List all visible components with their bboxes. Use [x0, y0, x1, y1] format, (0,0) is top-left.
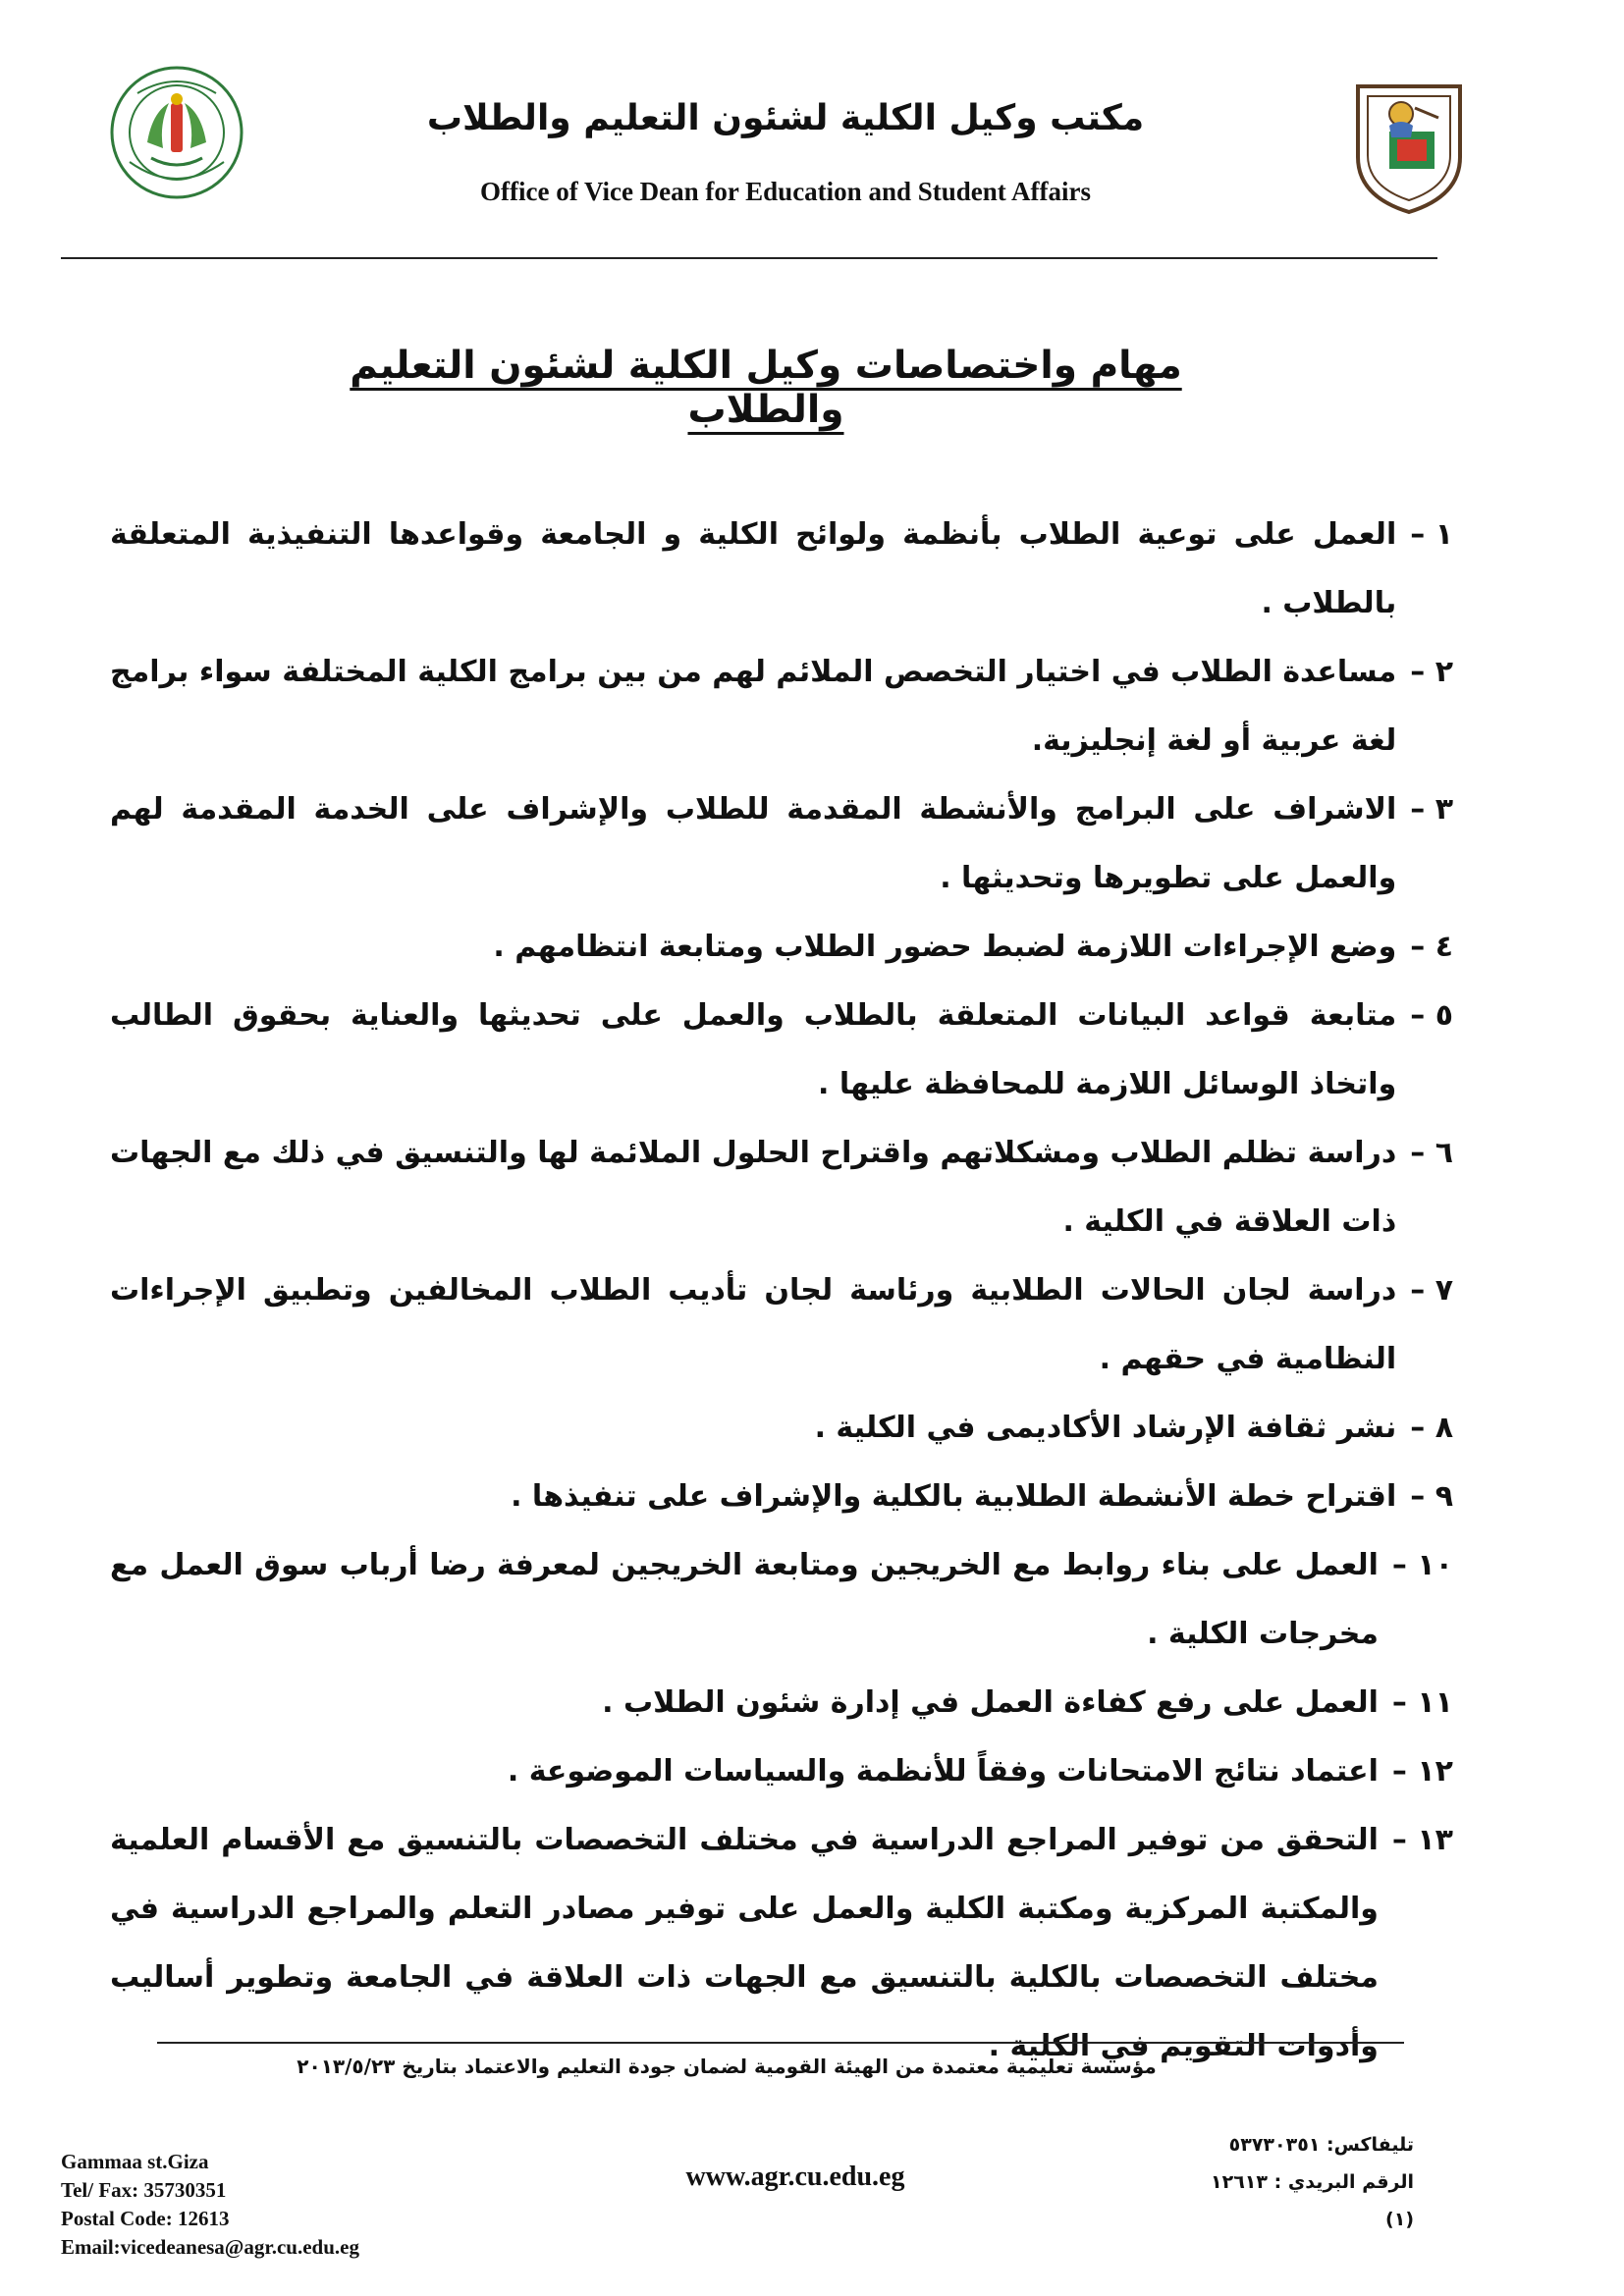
postal-code: Postal Code: 12613 [61, 2207, 230, 2230]
item-number: ١٠ – [1391, 1548, 1453, 1582]
list-item [110, 1256, 1453, 1394]
faculty-seal-logo [108, 64, 245, 201]
website-link: www.agr.cu.edu.eg [685, 2162, 905, 2192]
item-number: ٤ – [1410, 930, 1453, 964]
item-text: وضع الإجراءات اللازمة لضبط حضور الطلاب ومتابعة انتظامهم . [493, 930, 1397, 964]
list-item [110, 913, 1453, 982]
list-item [110, 1531, 1453, 1669]
item-text: نشر ثقافة الإرشاد الأكاديمى في الكلية . [814, 1411, 1397, 1445]
item-text: التحقق من توفير المراجع الدراسية في مختلف التخصصات بالتنسيق مع الأقسام العلمية والمكتبة المركزية ومكتبة الكلية والعمل على توفير مصادر التعلم والمراجع الدراسية في مختلف التخصصات بالكلية بالتنسيق مع الجهات ذات العلاقة في الجامعة وتطوير أساليب وأدوات التقويم في الكلية . [110, 1823, 1379, 2063]
item-text: الاشراف على البرامج والأنشطة المقدمة للطلاب والإشراف على الخدمة المقدمة لهم والعمل على تطويرها وتحديثها . [110, 792, 1397, 895]
email: Email:vicedeanesa@agr.cu.edu.eg [61, 2235, 359, 2259]
list-item [110, 501, 1453, 638]
item-text: العمل على بناء روابط مع الخريجين ومتابعة الخريجين لمعرفة رضا أرباب سوق العمل مع مخرجات الكلية . [110, 1548, 1379, 1651]
list-item [110, 1119, 1453, 1256]
item-text: دراسة تظلم الطلاب ومشكلاتهم واقتراح الحلول الملائمة لها والتنسيق في ذلك مع الجهات ذات العلاقة في الكلية . [110, 1136, 1397, 1239]
item-text: مساعدة الطلاب في اختيار التخصص الملائم لهم من بين برامج الكلية المختلفة سواء برامج لغة عربية أو لغة إنجليزية. [110, 655, 1397, 758]
office-title-english: Office of Vice Dean for Education and Student Affairs [480, 177, 1091, 206]
contact-block-arabic [1119, 2126, 1414, 2238]
item-number: ٢ – [1410, 655, 1453, 689]
item-text: اقتراح خطة الأنشطة الطلابية بالكلية والإشراف على تنفيذها . [511, 1479, 1397, 1514]
list-item [110, 1669, 1453, 1737]
contact-block-english [61, 2148, 473, 2262]
list-item [110, 775, 1453, 913]
footer-divider [157, 2042, 1404, 2044]
address: Gammaa st.Giza [61, 2150, 209, 2173]
item-text: اعتماد نتائج الامتحانات وفقاً للأنظمة والسياسات الموضوعة . [507, 1754, 1379, 1789]
item-number: ١١ – [1391, 1685, 1453, 1720]
item-number: ٦ – [1410, 1136, 1453, 1170]
duties-list [110, 501, 1453, 2081]
list-item [110, 982, 1453, 1119]
cairo-university-logo [1350, 69, 1468, 216]
item-text: متابعة قواعد البيانات المتعلقة بالطلاب والعمل على تحديثها والعناية بحقوق الطالب واتخاذ الوسائل اللازمة للمحافظة عليها . [110, 998, 1397, 1101]
accreditation-note: مؤسسة تعليمية معتمدة من الهيئة القومية لضمان جودة التعليم والاعتماد بتاريخ ٢٠١٣/٥/٢٣ [297, 2055, 1157, 2078]
item-number: ١٢ – [1391, 1754, 1453, 1789]
list-item [110, 1394, 1453, 1463]
list-item [110, 1463, 1453, 1531]
telefax-arabic: تليفاكس: ٥٣٧٣٠٣٥١ [1228, 2134, 1414, 2156]
postal-code-arabic: الرقم البريدي : ١٢٦١٣ [1211, 2171, 1414, 2193]
item-number: ٩ – [1410, 1479, 1453, 1514]
list-item [110, 1737, 1453, 1806]
office-title-arabic: مكتب وكيل الكلية لشئون التعليم والطلاب [426, 98, 1145, 138]
item-number: ٥ – [1410, 998, 1453, 1033]
header-divider [61, 257, 1437, 259]
item-number: ٣ – [1410, 792, 1453, 827]
item-text: دراسة لجان الحالات الطلابية ورئاسة لجان تأديب الطلاب المخالفين وتطبيق الإجراءات النظامية في حقهم . [110, 1273, 1397, 1376]
page-number: (١) [1385, 2209, 1414, 2230]
item-text: العمل على رفع كفاءة العمل في إدارة شئون الطلاب . [602, 1685, 1379, 1720]
tel-fax: Tel/ Fax: 35730351 [61, 2178, 227, 2202]
item-number: ١٣ – [1391, 1823, 1453, 1857]
item-number: ٨ – [1410, 1411, 1453, 1445]
list-item [110, 638, 1453, 775]
item-text: العمل على توعية الطلاب بأنظمة ولوائح الكلية و الجامعة وقواعدها التنفيذية المتعلقة بالطلاب . [110, 517, 1397, 620]
list-item [110, 1806, 1453, 2081]
item-number: ٧ – [1410, 1273, 1453, 1308]
page-title: مهام واختصاصات وكيل الكلية لشئون التعليم والطلاب [350, 344, 1182, 432]
item-number: ١ – [1410, 517, 1453, 552]
